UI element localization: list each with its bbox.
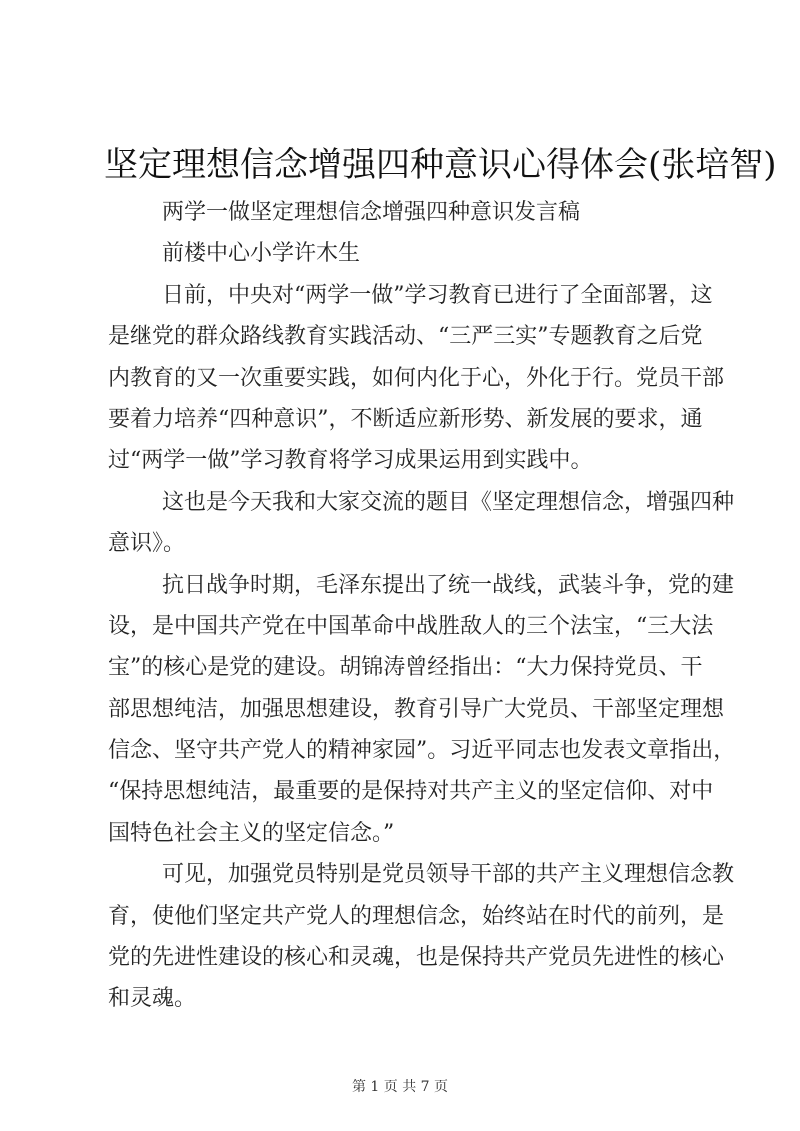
paragraph-line: 设，是中国共产党在中国革命中战胜敌人的三个法宝，“三大法 <box>108 613 714 639</box>
paragraph-line: 抗日战争时期，毛泽东提出了统一战线，武装斗争，党的建 <box>162 572 735 598</box>
paragraph-line: 宝”的核心是党的建设。胡锦涛曾经指出：“大力保持党员、干 <box>108 655 703 681</box>
paragraph-line: 信念、坚守共产党人的精神家园”。习近平同志也发表文章指出， <box>108 738 736 764</box>
paragraph <box>108 275 725 482</box>
paragraph <box>108 482 735 565</box>
paragraphs <box>108 275 736 1020</box>
author-line: 前楼中心小学许木生 <box>162 241 361 267</box>
paragraph-line: 日前，中央对“两学一做”学习教育已进行了全面部署，这 <box>162 282 713 308</box>
document-body <box>108 192 736 1020</box>
paragraph-line: 过“两学一做”学习教育将学习成果运用到实践中。 <box>108 448 593 474</box>
subtitle: 两学一做坚定理想信念增强四种意识发言稿 <box>162 200 581 225</box>
paragraph-line: 国特色社会主义的坚定信念。” <box>108 820 395 846</box>
paragraph-line: 育，使他们坚定共产党人的理想信念，始终站在时代的前列，是 <box>108 903 725 929</box>
document-title: 坚定理想信念增强四种意识心得体会(张培智) <box>104 145 777 185</box>
paragraph-line: 内教育的又一次重要实践，如何内化于心，外化于行。党员干部 <box>108 365 725 391</box>
page-footer: 第 1 页 共 7 页 <box>351 1079 449 1095</box>
paragraph-line: 党的先进性建设的核心和灵魂，也是保持共产党员先进性的核心 <box>108 945 725 971</box>
paragraph-line: 意识》。 <box>108 531 186 557</box>
paragraph <box>108 565 736 855</box>
paragraph-line: 和灵魂。 <box>108 986 197 1012</box>
paragraph-line: 这也是今天我和大家交流的题目《坚定理想信念，增强四种 <box>162 489 735 515</box>
paragraph <box>108 854 735 1020</box>
paragraph-line: 要着力培养“四种意识”，不断适应新形势、新发展的要求，通 <box>108 406 703 432</box>
paragraph-line: “保持思想纯洁，最重要的是保持对共产主义的坚定信仰、对中 <box>108 779 714 805</box>
paragraph-line: 可见，加强党员特别是党员领导干部的共产主义理想信念教 <box>162 862 735 888</box>
paragraph-line: 是继党的群众路线教育实践活动、“三严三实”专题教育之后党 <box>108 324 703 350</box>
paragraph-line: 部思想纯洁，加强思想建设，教育引导广大党员、干部坚定理想 <box>108 696 725 722</box>
